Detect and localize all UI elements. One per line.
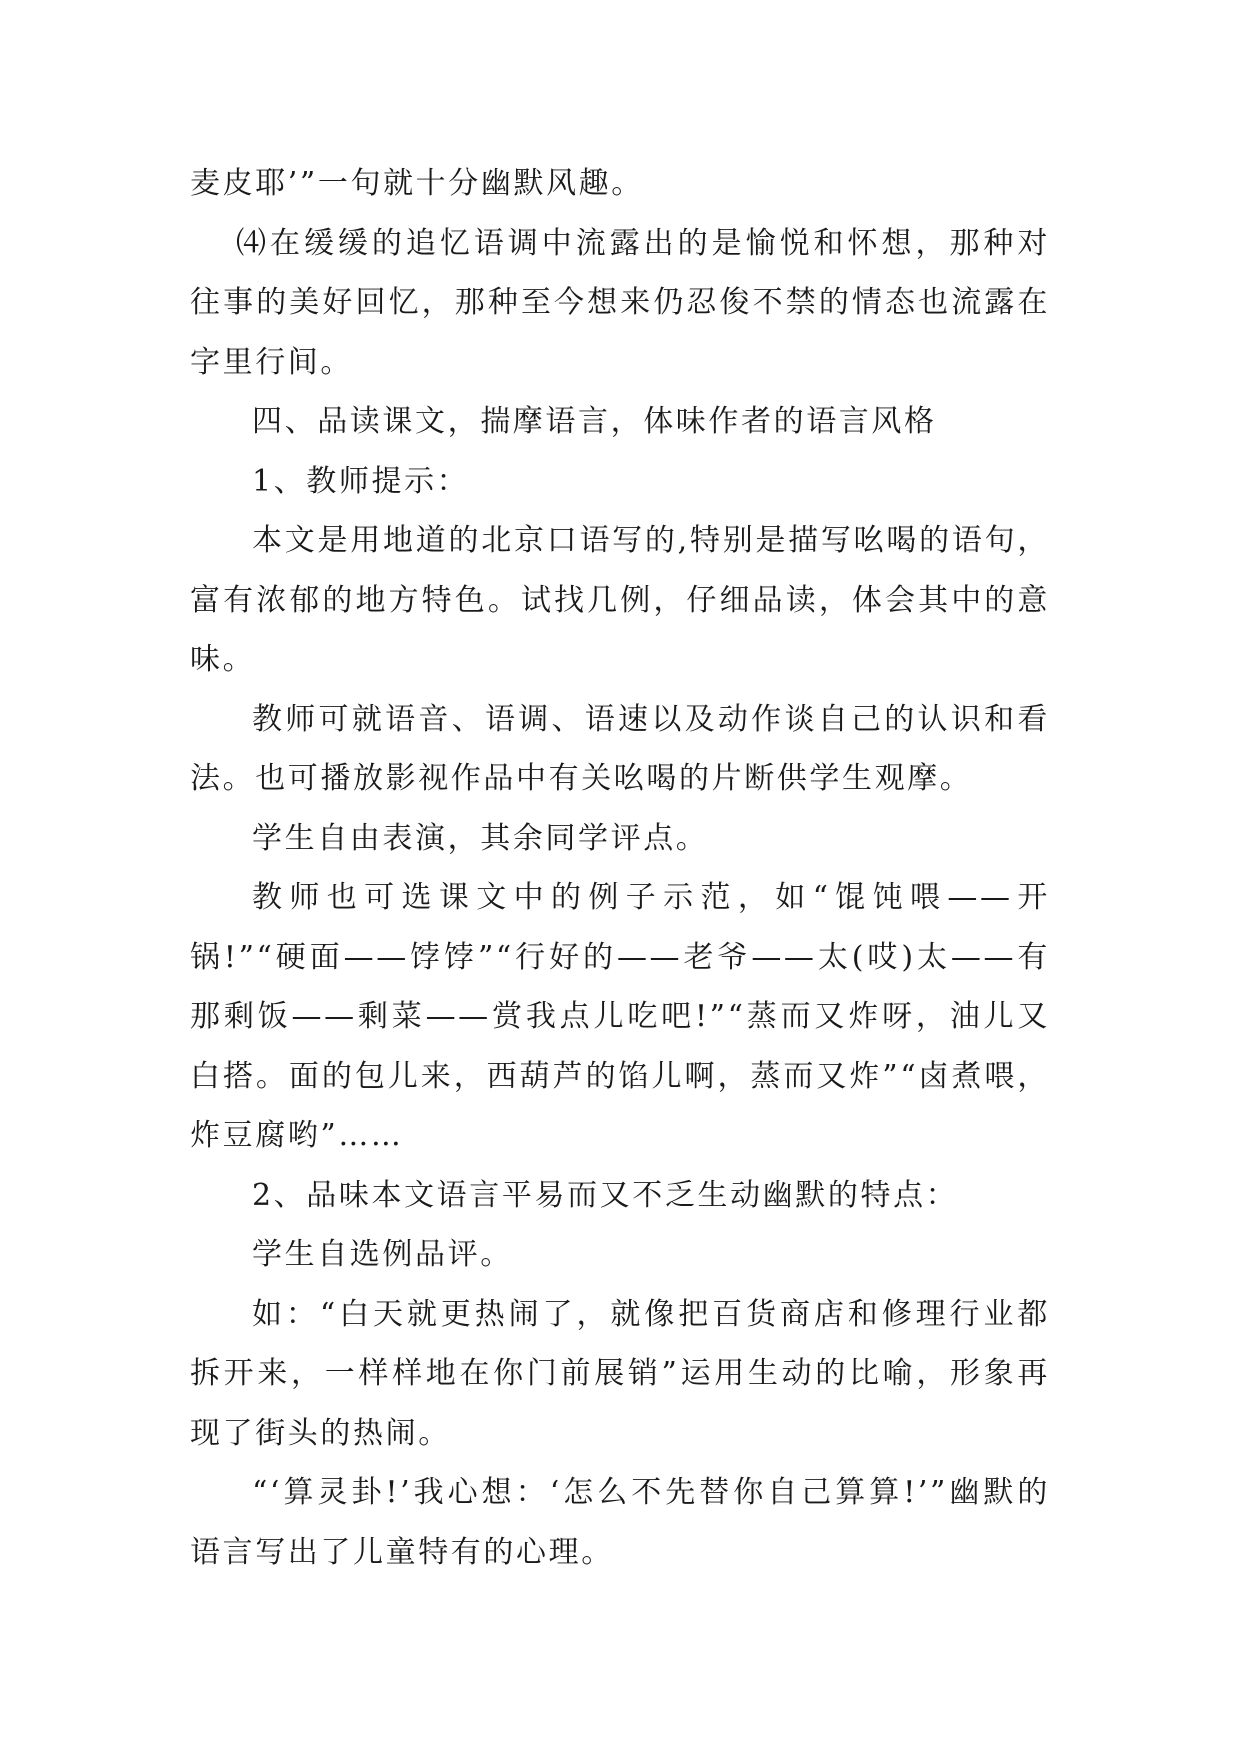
subheading-1: 1、教师提示： bbox=[252, 463, 470, 499]
paragraph-6: 教师可就语音、语调、语速以及动作谈自己的认识和看法。也可播放影视作品中有关吆喝的片断供学生观摩。 bbox=[190, 701, 1050, 796]
paragraph-8: 教师也可选课文中的例子示范，如“馄饨喂——开锅!”“硬面——饽饽”“行好的——老爷——太(哎)太——有那剩饭——剩菜——赏我点儿吃吧!”“蒸而又炸呀，油儿又白搭。面的包儿来，西葫芦的馅儿啊，蒸而又炸”“卤煮喂，炸豆腐哟”…… bbox=[190, 880, 1050, 1153]
section-heading-4: 四、品读课文，揣摩语言，体味作者的语言风格 bbox=[252, 404, 937, 439]
document-body bbox=[190, 154, 1050, 1582]
paragraph-2: ⑷在缓缓的追忆语调中流露出的是愉悦和怀想，那种对往事的美好回忆，那种至今想来仍忍俊不禁的情态也流露在字里行间。 bbox=[190, 225, 1050, 380]
subheading-2: 2、品味本文语言平易而又不乏生动幽默的特点： bbox=[252, 1177, 959, 1213]
paragraph-11: 如：“白天就更热闹了，就像把百货商店和修理行业都拆开来，一样样地在你门前展销”运用生动的比喻，形象再现了街头的热闹。 bbox=[190, 1296, 1050, 1451]
paragraph-7: 学生自由表演，其余同学评点。 bbox=[252, 820, 709, 856]
paragraph-12: “‘算灵卦!’我心想：‘怎么不先替你自己算算!’”幽默的语言写出了儿童特有的心理。 bbox=[190, 1475, 1050, 1570]
paragraph-10: 学生自选例品评。 bbox=[252, 1237, 513, 1272]
paragraph-5: 本文是用地道的北京口语写的,特别是描写吆喝的语句，富有浓郁的地方特色。试找几例，仔细品读，体会其中的意味。 bbox=[190, 523, 1050, 677]
paragraph-1: 麦皮耶’”一句就十分幽默风趣。 bbox=[190, 166, 644, 201]
